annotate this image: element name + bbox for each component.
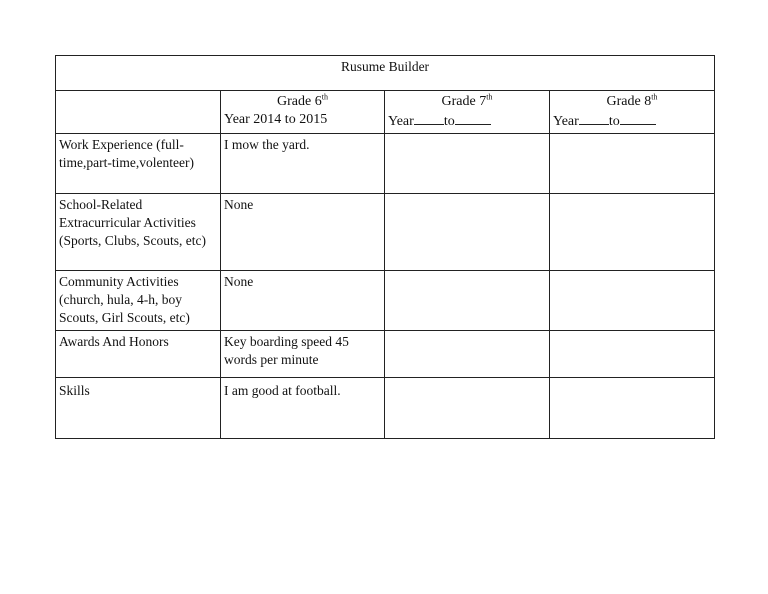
work-experience-grade-7 [385, 134, 550, 194]
skills-grade-8 [550, 378, 715, 439]
table-row [56, 331, 715, 378]
grade-8-header [550, 91, 715, 134]
year-start-blank [579, 111, 609, 125]
row-label-school-activities: School-Related Extracurricular Activities (Sports, Clubs, Scouts, etc) [56, 194, 221, 271]
skills-grade-7 [385, 378, 550, 439]
work-experience-grade-8 [550, 134, 715, 194]
awards-grade-6: Key boarding speed 45 words per minute [221, 331, 385, 378]
row-label-community-activities: Community Activities (church, hula, 4-h, boy Scouts, Girl Scouts, etc) [56, 271, 221, 331]
work-experience-grade-6: I mow the yard. [221, 134, 385, 194]
table-row [56, 271, 715, 331]
header-row [56, 91, 715, 134]
grade-8-year: Year to [553, 111, 711, 131]
table-row [56, 134, 715, 194]
awards-grade-7 [385, 331, 550, 378]
awards-grade-8 [550, 331, 715, 378]
grade-6-header [221, 91, 385, 134]
community-activities-grade-7 [385, 271, 550, 331]
grade-7-year: Year to [388, 111, 546, 131]
table-title: Rusume Builder [56, 56, 715, 91]
year-end-blank [455, 111, 491, 125]
row-label-work-experience: Work Experience (full-time,part-time,volenteer) [56, 134, 221, 194]
grade-8-label: Grade 8th [606, 92, 658, 109]
row-label-awards: Awards And Honors [56, 331, 221, 378]
community-activities-grade-8 [550, 271, 715, 331]
school-activities-grade-8 [550, 194, 715, 271]
table-row [56, 378, 715, 439]
resume-builder-table [55, 55, 715, 439]
header-empty-cell [56, 91, 221, 134]
grade-7-label: Grade 7th [441, 92, 493, 109]
grade-6-year: Year 2014 to 2015 [224, 112, 328, 127]
row-label-skills: Skills [56, 378, 221, 439]
grade-6-label: Grade 6th [277, 92, 328, 109]
skills-grade-6: I am good at football. [221, 378, 385, 439]
school-activities-grade-6: None [221, 194, 385, 271]
grade-7-header [385, 91, 550, 134]
community-activities-grade-6: None [221, 271, 385, 331]
table-row [56, 194, 715, 271]
title-row [56, 56, 715, 91]
year-end-blank [620, 111, 656, 125]
year-start-blank [414, 111, 444, 125]
school-activities-grade-7 [385, 194, 550, 271]
